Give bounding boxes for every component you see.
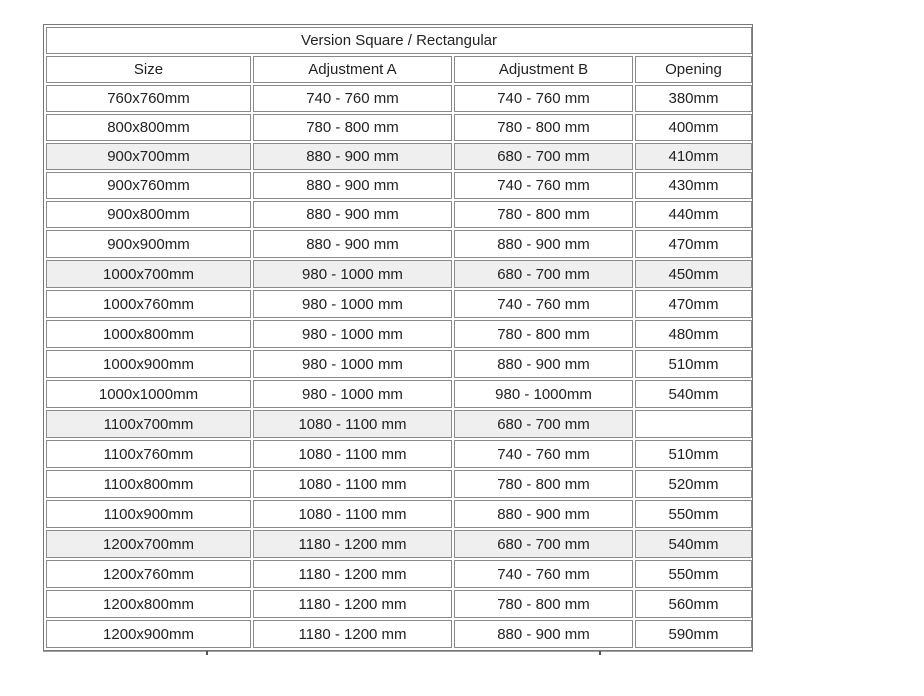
cell-adjustment-a: 980 - 1000 mm xyxy=(253,260,452,288)
cell-adjustment-b: 740 - 760 mm xyxy=(454,560,633,588)
cell-opening: 410mm xyxy=(635,143,752,170)
table-row xyxy=(46,530,752,558)
table-row xyxy=(46,590,752,618)
cell-adjustment-a: 740 - 760 mm xyxy=(253,85,452,112)
cell-adjustment-b: 680 - 700 mm xyxy=(454,410,633,438)
cell-size: 1000x760mm xyxy=(46,290,251,318)
cell-opening: 590mm xyxy=(635,620,752,648)
table-row xyxy=(46,350,752,378)
cell-adjustment-b: 880 - 900 mm xyxy=(454,620,633,648)
cell-adjustment-a: 880 - 900 mm xyxy=(253,230,452,258)
cell-size: 1100x700mm xyxy=(46,410,251,438)
column-header-adjustment-a: Adjustment A xyxy=(253,56,452,83)
cell-size: 1000x1000mm xyxy=(46,380,251,408)
table-row xyxy=(46,380,752,408)
cell-adjustment-b: 880 - 900 mm xyxy=(454,230,633,258)
cell-adjustment-a: 1180 - 1200 mm xyxy=(253,560,452,588)
cell-opening: 430mm xyxy=(635,172,752,199)
cell-opening: 470mm xyxy=(635,230,752,258)
cell-adjustment-b: 780 - 800 mm xyxy=(454,590,633,618)
cell-opening: 560mm xyxy=(635,590,752,618)
cell-size: 760x760mm xyxy=(46,85,251,112)
table-title-row xyxy=(46,27,752,54)
table-row xyxy=(46,320,752,348)
cell-size: 1100x900mm xyxy=(46,500,251,528)
cell-opening: 520mm xyxy=(635,470,752,498)
cell-opening: 540mm xyxy=(635,530,752,558)
cell-size: 1100x800mm xyxy=(46,470,251,498)
cell-adjustment-a: 880 - 900 mm xyxy=(253,143,452,170)
cell-opening: 510mm xyxy=(635,440,752,468)
cell-size: 1200x800mm xyxy=(46,590,251,618)
table-row xyxy=(46,290,752,318)
cell-opening: 510mm xyxy=(635,350,752,378)
size-table-container xyxy=(43,24,753,651)
cell-adjustment-a: 980 - 1000 mm xyxy=(253,350,452,378)
cell-size: 1000x800mm xyxy=(46,320,251,348)
cell-adjustment-b: 980 - 1000mm xyxy=(454,380,633,408)
cell-opening: 550mm xyxy=(635,560,752,588)
cell-adjustment-b: 780 - 800 mm xyxy=(454,114,633,141)
cell-size: 1200x900mm xyxy=(46,620,251,648)
cell-size: 900x700mm xyxy=(46,143,251,170)
cell-size: 900x760mm xyxy=(46,172,251,199)
table-title: Version Square / Rectangular xyxy=(46,27,752,54)
cell-adjustment-a: 1080 - 1100 mm xyxy=(253,440,452,468)
cell-adjustment-a: 1080 - 1100 mm xyxy=(253,500,452,528)
cell-adjustment-a: 880 - 900 mm xyxy=(253,172,452,199)
cell-adjustment-b: 780 - 800 mm xyxy=(454,320,633,348)
cell-adjustment-b: 680 - 700 mm xyxy=(454,260,633,288)
table-row xyxy=(46,410,752,438)
table-row xyxy=(46,201,752,228)
cell-opening: 540mm xyxy=(635,380,752,408)
cell-adjustment-b: 740 - 760 mm xyxy=(454,290,633,318)
cell-adjustment-b: 740 - 760 mm xyxy=(454,172,633,199)
table-row xyxy=(46,470,752,498)
column-header-adjustment-b: Adjustment B xyxy=(454,56,633,83)
cell-adjustment-b: 740 - 760 mm xyxy=(454,85,633,112)
cell-opening: 400mm xyxy=(635,114,752,141)
cell-adjustment-a: 1080 - 1100 mm xyxy=(253,410,452,438)
column-header-size: Size xyxy=(46,56,251,83)
cell-adjustment-a: 780 - 800 mm xyxy=(253,114,452,141)
table-row xyxy=(46,230,752,258)
cell-opening xyxy=(635,410,752,438)
cell-adjustment-b: 880 - 900 mm xyxy=(454,500,633,528)
bottom-divider xyxy=(43,651,753,652)
cell-adjustment-b: 740 - 760 mm xyxy=(454,440,633,468)
table-row xyxy=(46,560,752,588)
cell-opening: 480mm xyxy=(635,320,752,348)
table-row xyxy=(46,85,752,112)
cell-size: 800x800mm xyxy=(46,114,251,141)
cell-adjustment-a: 1180 - 1200 mm xyxy=(253,530,452,558)
cell-adjustment-a: 880 - 900 mm xyxy=(253,201,452,228)
size-table xyxy=(44,25,754,650)
cell-opening: 470mm xyxy=(635,290,752,318)
cell-size: 1100x760mm xyxy=(46,440,251,468)
cell-adjustment-b: 880 - 900 mm xyxy=(454,350,633,378)
table-row xyxy=(46,172,752,199)
cell-adjustment-a: 980 - 1000 mm xyxy=(253,380,452,408)
cell-adjustment-a: 1180 - 1200 mm xyxy=(253,590,452,618)
table-row xyxy=(46,143,752,170)
table-body xyxy=(46,85,752,648)
table-row xyxy=(46,500,752,528)
cell-adjustment-b: 680 - 700 mm xyxy=(454,530,633,558)
cell-adjustment-b: 780 - 800 mm xyxy=(454,470,633,498)
cell-adjustment-a: 1180 - 1200 mm xyxy=(253,620,452,648)
table-row xyxy=(46,440,752,468)
column-header-opening: Opening xyxy=(635,56,752,83)
bottom-divider-mark xyxy=(599,651,601,655)
cell-size: 900x900mm xyxy=(46,230,251,258)
table-header-row xyxy=(46,56,752,83)
cell-opening: 450mm xyxy=(635,260,752,288)
cell-opening: 440mm xyxy=(635,201,752,228)
table-row xyxy=(46,620,752,648)
cell-adjustment-b: 680 - 700 mm xyxy=(454,143,633,170)
cell-adjustment-a: 980 - 1000 mm xyxy=(253,290,452,318)
cell-opening: 550mm xyxy=(635,500,752,528)
cell-size: 1000x700mm xyxy=(46,260,251,288)
cell-size: 900x800mm xyxy=(46,201,251,228)
cell-size: 1200x760mm xyxy=(46,560,251,588)
cell-size: 1000x900mm xyxy=(46,350,251,378)
cell-size: 1200x700mm xyxy=(46,530,251,558)
table-row xyxy=(46,260,752,288)
cell-adjustment-a: 1080 - 1100 mm xyxy=(253,470,452,498)
table-row xyxy=(46,114,752,141)
cell-adjustment-b: 780 - 800 mm xyxy=(454,201,633,228)
cell-adjustment-a: 980 - 1000 mm xyxy=(253,320,452,348)
bottom-divider-mark xyxy=(206,651,208,655)
cell-opening: 380mm xyxy=(635,85,752,112)
